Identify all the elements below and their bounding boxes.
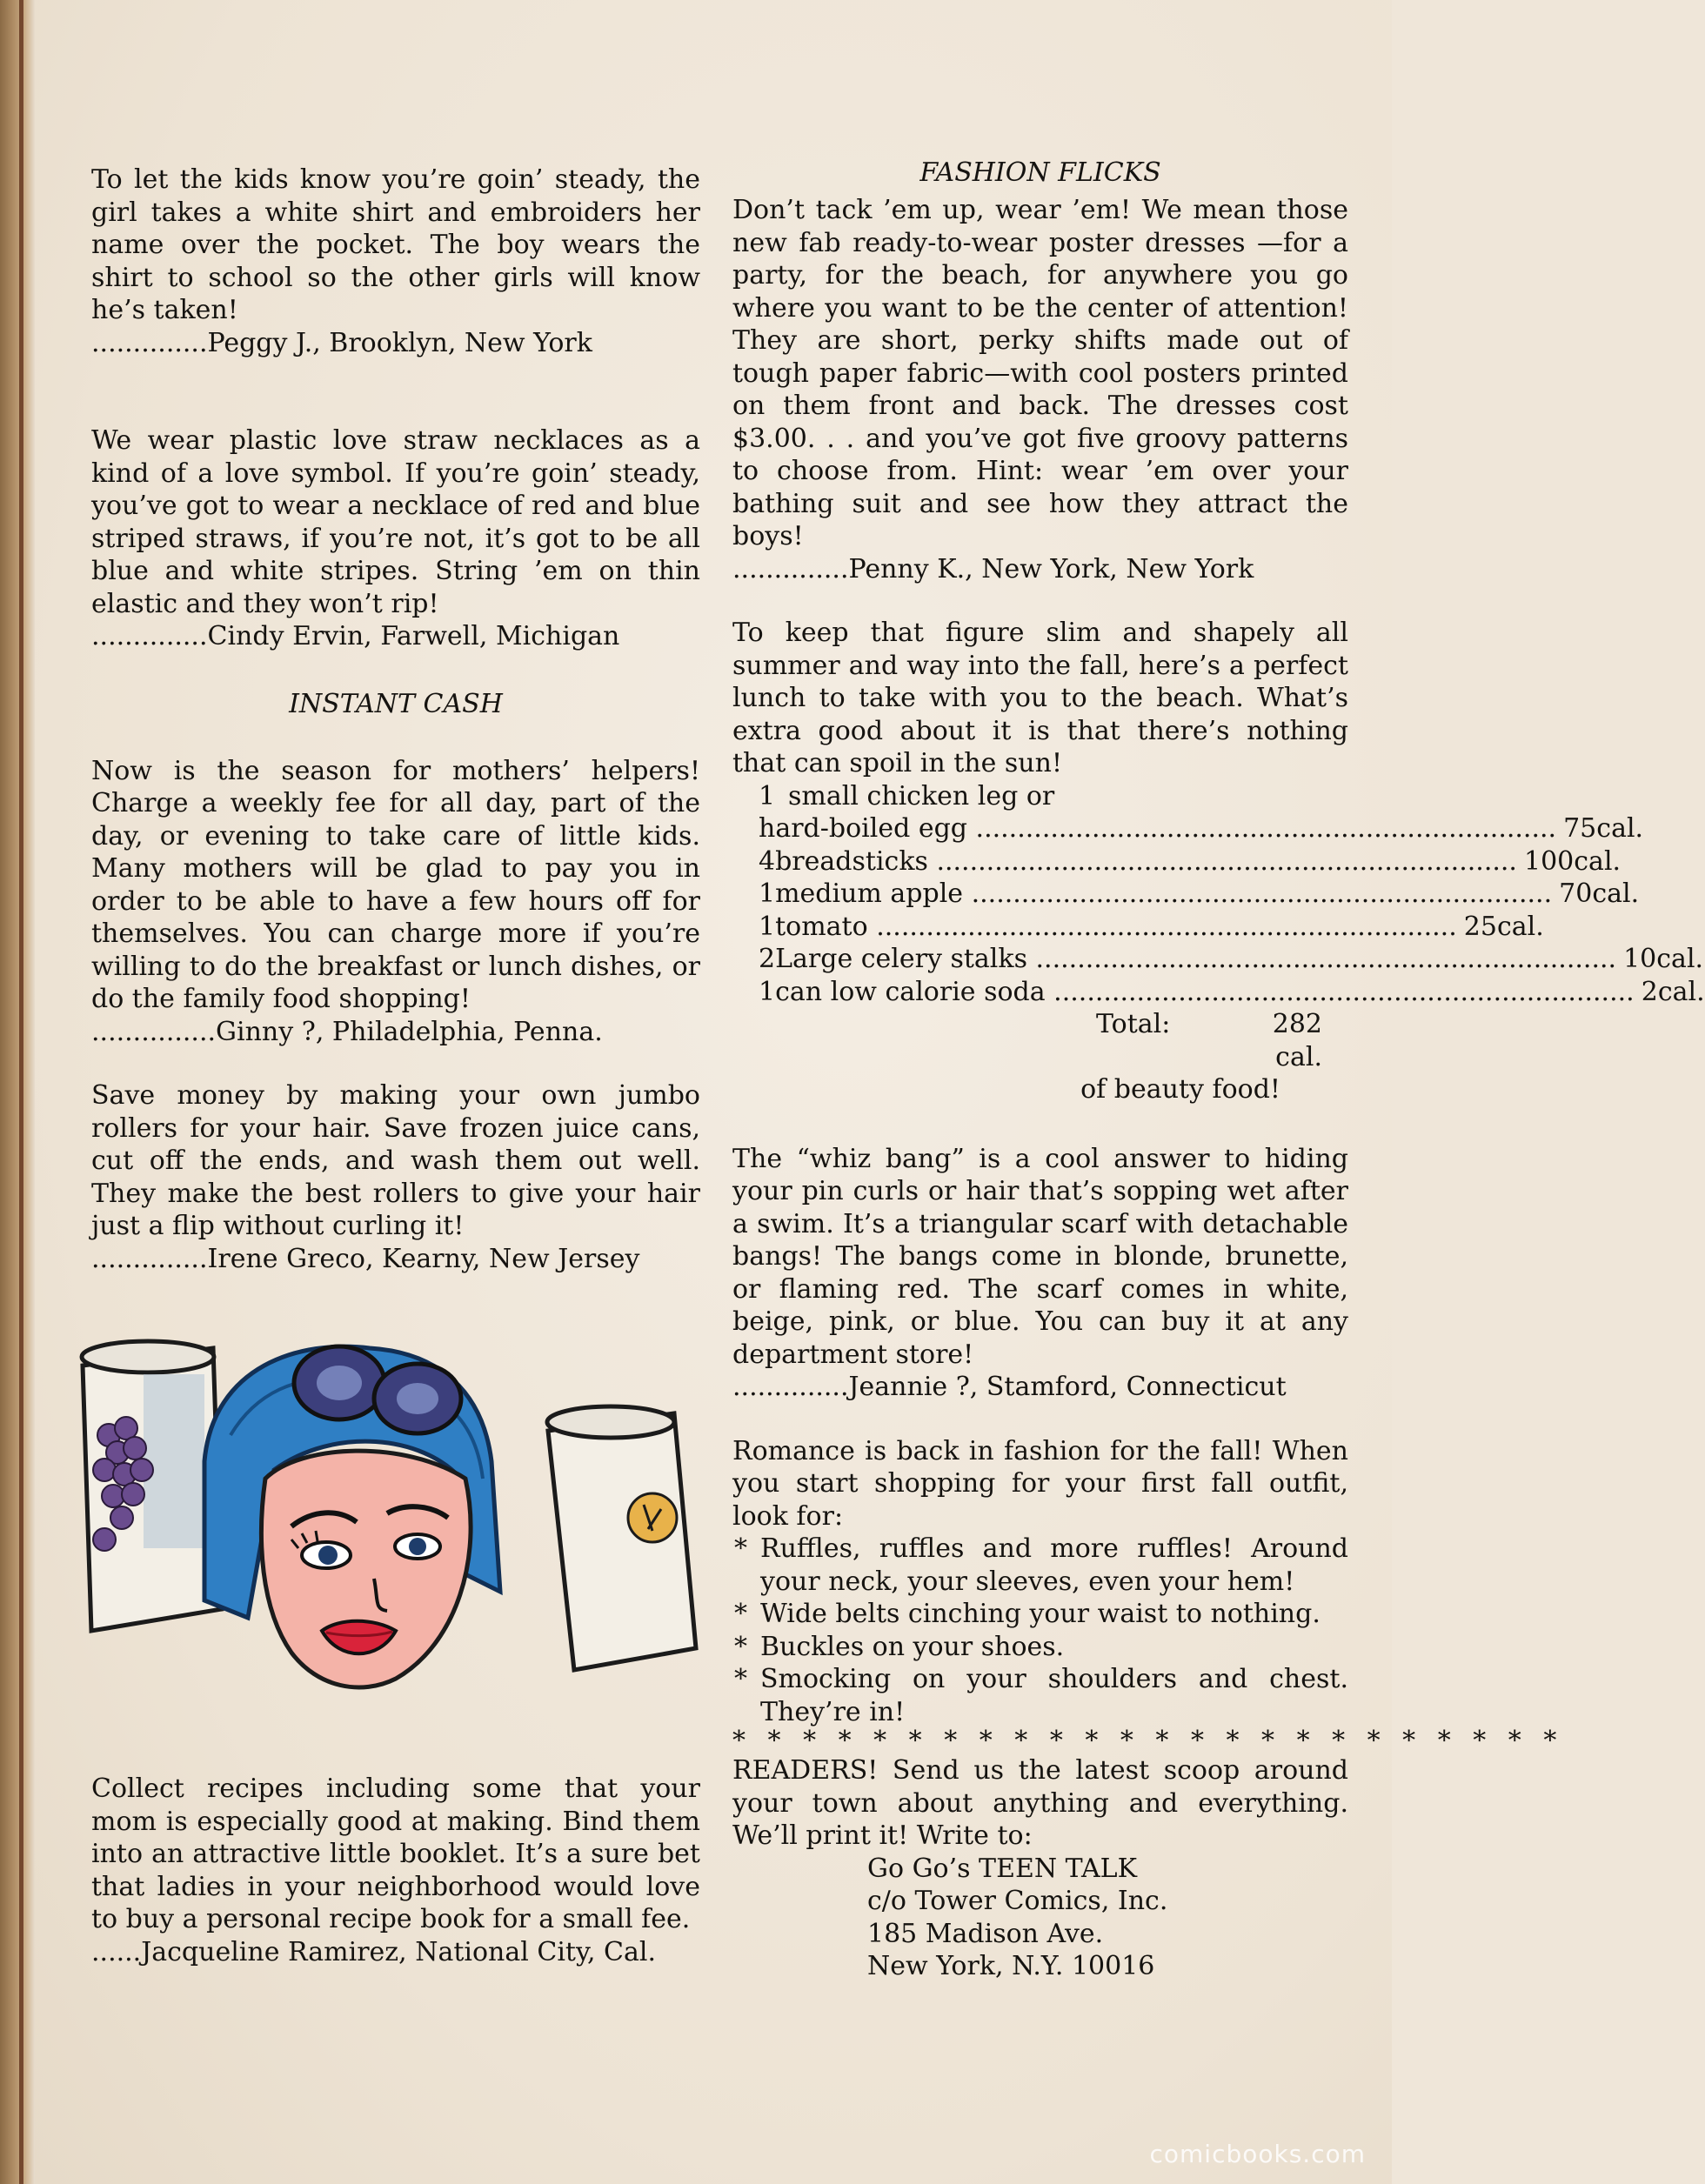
calorie-unit: cal. (1592, 878, 1640, 909)
signature-ginny: ...............Ginny ?, Philadelphia, Penna. (91, 1016, 603, 1047)
tip-whiz-bang-scarf: The “whiz bang” is a cool answer to hiding your pin curls or hair that’s sopping wet after a swim. It’s a triangular scarf with detachable bangs! The bangs come in blonde, brunette, or flaming red. The scarf comes in white, beige, pink, or blue. You can buy it at any department store! (732, 1143, 1348, 1370)
calorie-value: 2 (1641, 976, 1658, 1007)
calorie-unit: cal. (1496, 911, 1544, 942)
left-column (91, 164, 700, 1275)
calorie-value: 25 (1463, 911, 1497, 942)
calorie-value: 100 (1523, 845, 1575, 877)
tip-poster-dresses: Don’t tack ’em up, wear ’em! We mean those new fab ready-to-wear poster dresses —for a party, for the beach, for anywhere you go where you want to be the center of attention! They are short, perky shifts made out of tough paper fabric—with cool posters printed on them front and back. The dresses cost $3.00. . . and you’ve got five groovy patterns to choose from. Hint: wear ’em over your bathing suit and see how they attract the boys! (732, 195, 1348, 551)
calorie-row (759, 878, 1640, 911)
fashion-bullet-list (732, 1533, 1348, 1728)
calorie-row (759, 780, 1322, 813)
page-binding (0, 0, 35, 2184)
binding-line (19, 0, 23, 2184)
calorie-qty: 1 (759, 878, 776, 909)
calorie-row (759, 911, 1544, 944)
star-divider: * * * * * * * * * * * * * * * * * * * * * * * * (732, 1726, 1564, 1756)
tip-straw-necklaces: We wear plastic love straw necklaces as a kind of a love symbol. If you’re goin’ steady, you’ve got to wear a necklace of red and blue striped straws, if you’re not, it’s got to be all blue and white stripes. String ’em on thin elastic and they won’t rip! (91, 425, 700, 619)
calorie-qty: 1 (759, 976, 776, 1007)
list-item: * Wide belts cinching your waist to nothing. (732, 1598, 1348, 1631)
calorie-value: 70 (1559, 878, 1593, 909)
list-item: * Smocking on your shoulders and chest. They’re in! (732, 1663, 1348, 1728)
list-item: * Buckles on your shoes. (732, 1631, 1348, 1664)
calorie-qty: 1 (759, 911, 776, 942)
list-item: * Ruffles, ruffles and more ruffles! Around your neck, your sleeves, even your hem! (732, 1533, 1348, 1598)
right-column (732, 157, 1705, 1983)
tip-beach-lunch: To keep that figure slim and shapely all summer and way into the fall, here’s a perfect lunch to take with you to the beach. What’s extra good about it is that there’s nothing that can spoil in the sun! (732, 618, 1348, 778)
tip-romance-fashion: Romance is back in fashion for the fall! When you start shopping for your first fall outfit, look for: (732, 1435, 1348, 1532)
signature-jacqueline: ......Jacqueline Ramirez, National City, Cal. (91, 1936, 656, 1967)
signature-irene: ..............Irene Greco, Kearny, New Jersey (91, 1243, 640, 1274)
juice-can-left-icon (82, 1341, 222, 1631)
calorie-item: breadsticks ..... (775, 845, 1517, 878)
calorie-item: medium apple ..... (775, 878, 1552, 911)
calorie-unit: cal. (1657, 976, 1705, 1007)
calorie-row (759, 943, 1704, 976)
site-watermark: comicbooks.com (1149, 2140, 1366, 2168)
calorie-row (759, 845, 1621, 878)
mailing-address (732, 1853, 1348, 1983)
calorie-item: small chicken leg or (788, 780, 1055, 811)
tip-steady-shirt: To let the kids know you’re goin’ steady, the girl takes a white shirt and embroiders her name over the pocket. The boy wears the shirt to school so the other girls will know he’s taken! (91, 164, 700, 325)
heading-instant-cash: INSTANT CASH (289, 688, 503, 719)
heading-fashion-flicks: FASHION FLICKS (919, 157, 1161, 188)
calorie-item: can low calorie soda ..... (775, 976, 1635, 1009)
girl-face-icon (261, 1451, 471, 1687)
signature-cindy: ..............Cindy Ervin, Farwell, Michigan (91, 621, 620, 651)
calorie-row (759, 812, 1644, 845)
tip-mothers-helpers: Now is the season for mothers’ helpers! Charge a weekly fee for all day, part of the day, or evening to take care of little kids. Many mothers will be glad to pay you in order to be able to have a few hours off for themselves. You can charge more if you’re willing to do the breakfast or lunch dishes, or do the family food shopping! (91, 755, 700, 1014)
calorie-qty: 2 (759, 944, 776, 974)
calorie-total-row (732, 1008, 1348, 1073)
calorie-unit: cal. (1574, 845, 1621, 877)
calorie-row (759, 976, 1705, 1009)
calorie-item: Large celery stalks ..... (775, 943, 1616, 976)
calorie-total-value: 282 cal. (1272, 1009, 1322, 1072)
calorie-unit: cal. (1596, 813, 1644, 844)
address-line: c/o Tower Comics, Inc. (867, 1886, 1168, 1916)
calorie-qty: 1 (759, 780, 776, 811)
calorie-total-note: of beauty food! (1080, 1074, 1280, 1105)
left-column-bottom (91, 1773, 700, 1968)
readers-call-to-action: READERS! Send us the latest scoop around your town about anything and everything. We’ll print it! Write to: (732, 1755, 1348, 1851)
calorie-qty: 4 (759, 845, 776, 877)
girl-with-rollers-illustration (74, 1331, 709, 1731)
tip-jumbo-rollers: Save money by making your own jumbo rollers for your hair. Save frozen juice cans, cut off the ends, and wash them out well. They make the best rollers to give your hair just a flip without curling it! (91, 1080, 700, 1241)
signature-jeannie: ..............Jeannie ?, Stamford, Connecticut (732, 1372, 1287, 1402)
calorie-unit: cal. (1656, 944, 1704, 974)
juice-can-right-icon (547, 1406, 696, 1670)
calorie-item: tomato ..... (775, 911, 1457, 944)
tip-recipe-booklet: Collect recipes including some that your mom is especially good at making. Bind them into an attractive little booklet. It’s a sure bet that ladies in your neighborhood would love to buy a personal recipe book for a small fee. (91, 1773, 700, 1934)
calorie-item: hard-boiled egg ..... (759, 812, 1556, 845)
calorie-total-label: Total: (1096, 1009, 1171, 1039)
signature-penny: ..............Penny K., New York, New York (732, 553, 1254, 584)
address-line: New York, N.Y. 10016 (867, 1951, 1155, 1981)
address-line: 185 Madison Ave. (867, 1918, 1104, 1949)
calorie-value: 75 (1563, 813, 1597, 844)
calorie-value: 10 (1623, 944, 1657, 974)
calorie-list (732, 780, 1705, 1009)
signature-peggy: ..............Peggy J., Brooklyn, New York (91, 327, 592, 358)
address-line: Go Go’s TEEN TALK (867, 1853, 1138, 1884)
